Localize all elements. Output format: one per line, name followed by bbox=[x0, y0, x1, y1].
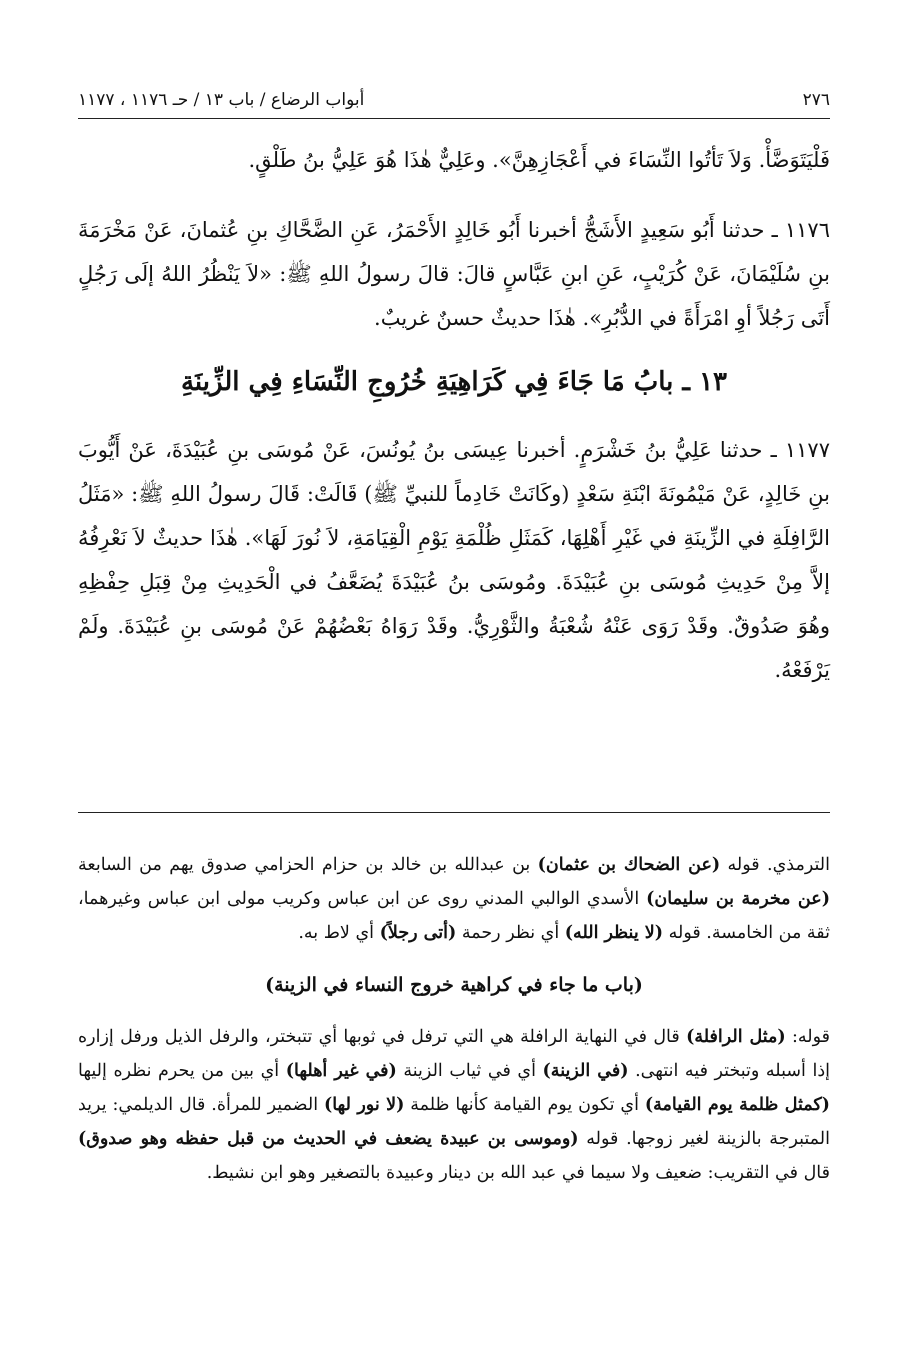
footnote-text: أي نظر رحمة bbox=[461, 923, 560, 943]
quoted-phrase: (لا نور لها) bbox=[323, 1095, 405, 1115]
footnote-text: قال في التقريب: ضعيف ولا سيما في عبد الله بن دينار وعبيدة بالتصغير وهو ابن نشيط. bbox=[206, 1163, 830, 1183]
running-title: أبواب الرضاع / باب ١٣ / حـ ١١٧٦ ، ١١٧٧ bbox=[78, 90, 365, 110]
footnote-text: قال في النهاية الرافلة هي التي ترفل في ثوبها أي تتبختر، والرفل الذيل ورفل إزاره إذا أسبله وتبختر فيه انتهى. bbox=[78, 1027, 830, 1081]
footnote-text: أي في ثياب الزينة bbox=[403, 1061, 536, 1081]
footnote-rule bbox=[78, 812, 830, 813]
hadith-number: ١١٧٦ bbox=[784, 218, 830, 242]
hadith-text: ـ حدثنا عَلِيُّ بنُ خَشْرَمٍ. أخبرنا عِيسَى بنُ يُونُسَ، عَنْ مُوسَى بنِ عُبَيْدَةَ، عَنْ أَيُّوبَ بنِ خَالِدٍ، عَنْ مَيْمُونَةَ ابْنَةِ سَعْدٍ (وكَانَتْ خَادِماً للنبيِّ ﷺ) قَالَتْ: قَالَ رسولُ اللهِ ﷺ: «مَثَلُ الرَّافِلَةِ في الزِّينَةِ في غَيْرِ أَهْلِهَا، كَمَثَلِ ظُلْمَةِ يَوْمِ الْقِيَامَةِ، لاَ نُورَ لَهَا». هٰذَا حديثٌ لاَ نَعْرِفُهُ إلاَّ مِنْ حَدِيثِ مُوسَى بنِ عُبَيْدَةَ. ومُوسَى بنُ عُبَيْدَةَ يُضَعَّفُ في الْحَدِيثِ مِنْ قِبَلِ حِفْظِهِ وهُوَ صَدُوقٌ. وقَدْ رَوَى عَنْهُ شُعْبَةُ والثَّوْرِيُّ. وقَدْ رَوَاهُ بَعْضُهُمْ عَنْ مُوسَى بنِ عُبَيْدَةَ. ولَمْ يَرْفَعْهُ. bbox=[78, 438, 830, 682]
hadith-1176 bbox=[78, 208, 830, 340]
footnote-text: أي بين من يحرم نظره إليها bbox=[78, 1061, 280, 1081]
chapter-heading: ١٣ ـ بابُ مَا جَاءَ فِي كَرَاهِيَةِ خُرُوجِ النِّسَاءِ فِي الزِّينَةِ bbox=[180, 367, 728, 397]
quoted-phrase: (في الزينة) bbox=[542, 1061, 629, 1081]
quoted-phrase: (وموسى بن عبيدة يضعف في الحديث من قبل حفظه وهو صدوق) bbox=[78, 1129, 579, 1149]
footnote-text: الترمذي. قوله bbox=[727, 855, 830, 875]
paragraph-gap bbox=[78, 182, 830, 208]
main-text bbox=[78, 138, 830, 692]
quoted-phrase: (في غير أهلها) bbox=[285, 1061, 397, 1081]
continuation-paragraph: فَلْيَتَوَضَّأْ. وَلاَ تَأتُوا النِّسَاءَ في أَعْجَازِهِنَّ». وعَلِيٌّ هٰذَا هُوَ عَلِيُّ بنُ طَلْقٍ. bbox=[248, 148, 830, 172]
quoted-phrase: (عن مخرمة بن سليمان) bbox=[646, 889, 830, 909]
footnote-paragraph bbox=[78, 1020, 830, 1190]
book-page bbox=[78, 0, 830, 1354]
hadith-text: ـ حدثنا أَبُو سَعِيدٍ الأَشَجُّ أخبرنا أَبُو خَالِدٍ الأَحْمَرُ، عَنِ الضَّحَّاكِ بنِ عُثمانَ، عَنْ مَخْرَمَةَ بنِ سُلَيْمَانَ، عَنْ كُرَيْبٍ، عَنِ ابنِ عَبَّاسٍ قالَ: قالَ رسولُ اللهِ ﷺ: «لاَ يَنْظُرُ اللهُ إلَى رَجُلٍ أَتَى رَجُلاً أوِ امْرَأَةً في الدُّبُرِ». هٰذَا حديثٌ حسنٌ غريبٌ. bbox=[78, 218, 830, 330]
quoted-phrase: (لا ينظر الله) bbox=[564, 923, 664, 943]
running-head bbox=[78, 88, 830, 112]
footnote-text: بن عبدالله بن خالد بن حزام الحزامي صدوق يهم من السابعة bbox=[78, 855, 531, 875]
footnote-text: قوله: bbox=[791, 1027, 830, 1047]
footnote-paragraph bbox=[78, 848, 830, 950]
quoted-phrase: (مثل الرافلة) bbox=[686, 1027, 786, 1047]
footnote-text: أي لاط به. bbox=[298, 923, 375, 943]
quoted-phrase: (أتى رجلاً) bbox=[379, 923, 457, 943]
header-rule bbox=[78, 118, 830, 119]
footnote-text: أي تكون يوم القيامة كأنها ظلمة bbox=[410, 1095, 639, 1115]
footnotes bbox=[78, 848, 830, 1190]
quoted-phrase: (كمثل ظلمة يوم القيامة) bbox=[644, 1095, 830, 1115]
hadith-number: ١١٧٧ bbox=[784, 438, 830, 462]
footnote-chapter-heading: (باب ما جاء في كراهية خروج النساء في الزينة) bbox=[265, 974, 643, 996]
footnote-text: الضمير للمرأة. قال الديلمي: يريد المتبرجة بالزينة لغير زوجها. قوله bbox=[78, 1095, 830, 1149]
page-number: ٢٧٦ bbox=[802, 90, 830, 110]
footnote-text: الأسدي الوالبي المدني روى عن ابن عباس وكريب مولى ابن عباس وغيرهما، ثقة من الخامسة. قوله bbox=[78, 889, 830, 943]
hadith-1177 bbox=[78, 428, 830, 692]
quoted-phrase: (عن الضحاك بن عثمان) bbox=[537, 855, 721, 875]
